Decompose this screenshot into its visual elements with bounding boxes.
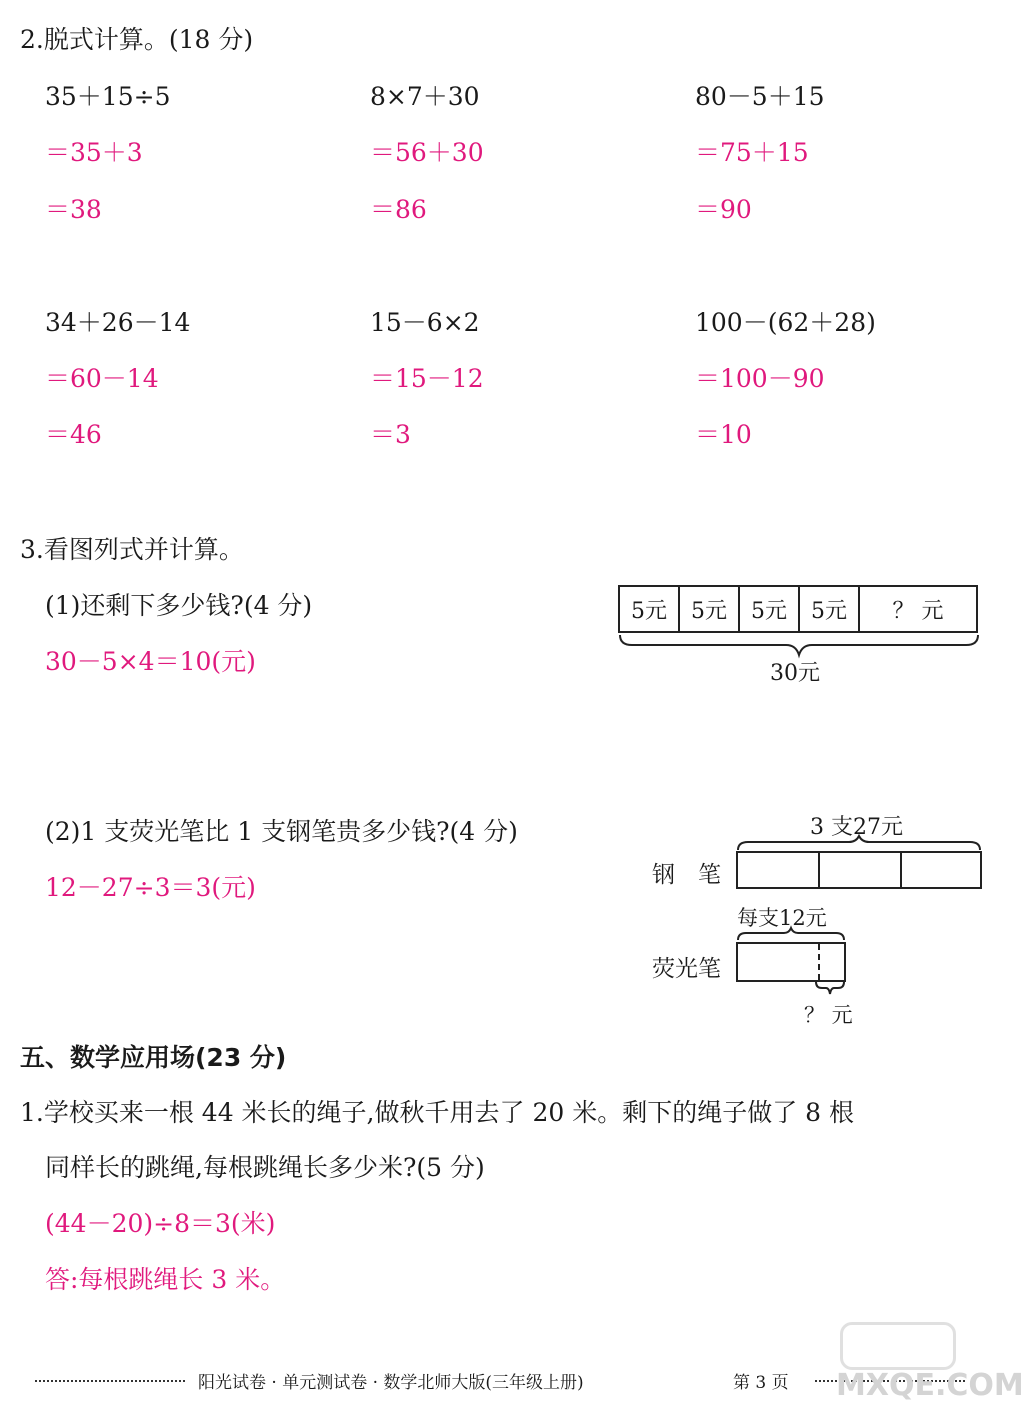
- pen-label: 钢 笔: [652, 862, 721, 888]
- problem-1-step1: ＝35＋3: [45, 138, 143, 167]
- section2-title: 2.脱式计算。(18 分): [20, 25, 254, 54]
- pen-bar-segment: [738, 853, 820, 887]
- section3-title: 3.看图列式并计算。: [20, 535, 244, 564]
- section3-q2-answer: 12－27÷3＝3(元): [45, 873, 256, 902]
- problem-1-expr: 35＋15÷5: [45, 82, 171, 111]
- problem-4-expr: 34＋26－14: [45, 308, 191, 337]
- problem-2-step2: ＝86: [370, 195, 427, 224]
- problem-3-step2: ＝90: [695, 195, 752, 224]
- diff-label: ？ 元: [804, 1003, 853, 1027]
- each-price-label: 每支12元: [737, 906, 827, 930]
- pen-bar-segment: [902, 853, 980, 887]
- problem-4-step1: ＝60－14: [45, 364, 159, 393]
- watermark-logo-icon: [840, 1322, 956, 1370]
- problem-6-expr: 100－(62＋28): [695, 308, 876, 337]
- pen-bar: [736, 851, 982, 889]
- section5-q1-line2: 同样长的跳绳,每根跳绳长多少米?(5 分): [45, 1153, 485, 1182]
- highlighter-bar: [736, 942, 846, 982]
- pen-total-label: 3 支27元: [810, 815, 903, 840]
- problem-2-step1: ＝56＋30: [370, 138, 484, 167]
- money-cell-4: 5元: [800, 587, 860, 631]
- dashed-divider: [818, 944, 820, 980]
- section3-q2-question: (2)1 支荧光笔比 1 支钢笔贵多少钱?(4 分): [45, 817, 518, 846]
- section5-title: 五、数学应用场(23 分): [20, 1043, 287, 1072]
- problem-1-step2: ＝38: [45, 195, 102, 224]
- money-cell-2: 5元: [680, 587, 740, 631]
- bottom-brace-icon: [618, 633, 980, 657]
- money-cell-3: 5元: [740, 587, 800, 631]
- footer-left-dots: [35, 1380, 185, 1382]
- money-cell-1: 5元: [620, 587, 680, 631]
- problem-3-expr: 80－5＋15: [695, 82, 825, 111]
- diff-brace-icon: [814, 980, 846, 996]
- problem-5-step2: ＝3: [370, 420, 411, 449]
- problem-2-expr: 8×7＋30: [370, 82, 480, 111]
- section3-q1-answer: 30－5×4＝10(元): [45, 647, 256, 676]
- problem-4-step2: ＝46: [45, 420, 102, 449]
- footer-title: 阳光试卷 · 单元测试卷 · 数学北师大版(三年级上册): [198, 1373, 584, 1393]
- problem-5-expr: 15－6×2: [370, 308, 480, 337]
- section5-q1-reply: 答:每根跳绳长 3 米。: [45, 1265, 286, 1294]
- pen-bar-segment: [820, 853, 902, 887]
- section5-q1-answer: (44－20)÷8＝3(米): [45, 1209, 276, 1238]
- each-brace-icon: [736, 926, 848, 942]
- top-brace-icon: [736, 834, 982, 852]
- problem-6-step2: ＝10: [695, 420, 752, 449]
- total-label: 30元: [770, 661, 820, 686]
- section5-q1-line1: 1.学校买来一根 44 米长的绳子,做秋千用去了 20 米。剩下的绳子做了 8 根: [20, 1098, 855, 1127]
- problem-5-step1: ＝15－12: [370, 364, 484, 393]
- money-cell-unknown: ？ 元: [892, 598, 944, 624]
- highlighter-label: 荧光笔: [652, 956, 721, 982]
- section3-q1-question: (1)还剩下多少钱?(4 分): [45, 591, 313, 620]
- problem-3-step1: ＝75＋15: [695, 138, 809, 167]
- problem-6-step1: ＝100－90: [695, 364, 825, 393]
- watermark-text: MXQE.COM: [836, 1368, 1024, 1403]
- footer-page: 第 3 页: [733, 1373, 789, 1393]
- money-bar-diagram: [618, 585, 978, 633]
